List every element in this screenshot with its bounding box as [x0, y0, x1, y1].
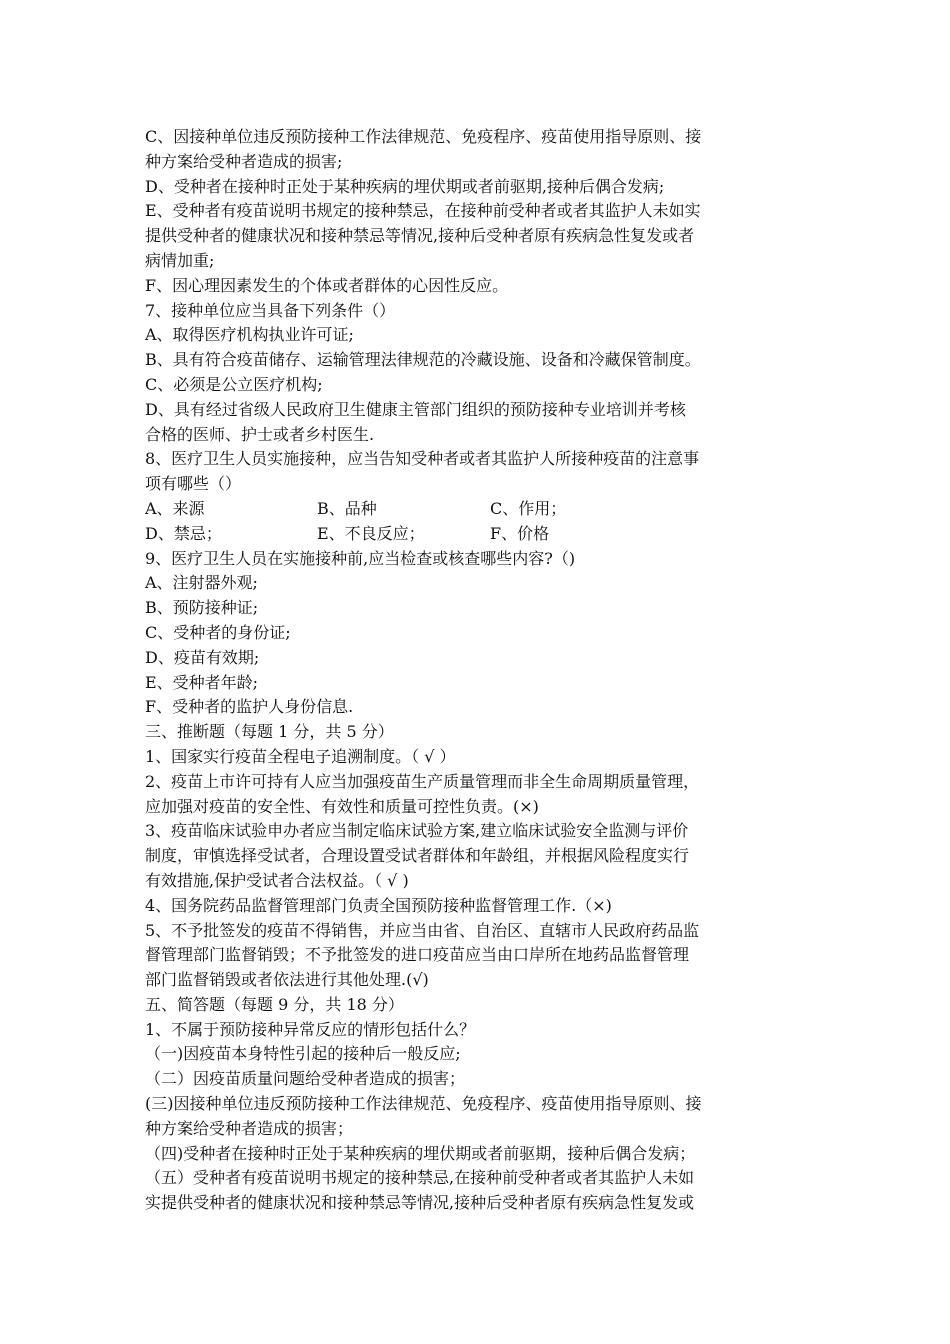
text-line: 实提供受种者的健康状况和接种禁忌等情况,接种后受种者原有疾病急性复发或	[145, 1193, 695, 1213]
options-row-2	[145, 522, 810, 547]
text-line: C、受种者的身份证;	[145, 622, 291, 642]
text-line: 有效措施,保护受试者合法权益。（ √ )	[145, 870, 409, 890]
text-line: 合格的医师、护士或者乡村医生.	[145, 424, 375, 444]
text-line: 1、国家实行疫苗全程电子追溯制度。（ √ ）	[145, 746, 456, 766]
section-heading: 三、推断题（每题 1 分，共 5 分）	[145, 722, 394, 742]
question-7: 7、接种单位应当具备下列条件（）	[145, 300, 396, 320]
option-d: D、禁忌；	[145, 523, 222, 543]
text-line: 种方案给受种者造成的损害;	[145, 151, 343, 171]
option-c: C、作用；	[490, 498, 567, 518]
options-row-1	[145, 497, 810, 522]
option-a: A、来源	[145, 498, 205, 518]
text-line: F、因心理因素发生的个体或者群体的心因性反应。	[145, 275, 509, 295]
text-line: C、因接种单位违反预防接种工作法律规范、免疫程序、疫苗使用指导原则、接	[145, 127, 702, 146]
text-line: A、注射器外观;	[145, 573, 258, 593]
text-line: 病情加重;	[145, 250, 215, 270]
text-line: 督管理部门监督销毁；不予批签发的进口疫苗应当由口岸所在地药品监督管理	[145, 945, 690, 965]
option-e: E、不良反应；	[317, 523, 425, 543]
text-line: B、具有符合疫苗储存、运输管理法律规范的冷藏设施、设备和冷藏保管制度。	[145, 350, 701, 370]
text-line: E、受种者年龄;	[145, 672, 259, 692]
text-line: A、取得医疗机构执业许可证;	[145, 325, 354, 345]
text-line: E、受种者有疫苗说明书规定的接种禁忌，在接种前受种者或者其监护人未如实	[145, 201, 701, 221]
text-line: D、疫苗有效期;	[145, 647, 260, 667]
option-b: B、品种	[317, 498, 377, 518]
text-line: （二）因疫苗质量问题给受种者造成的损害；	[145, 1069, 466, 1089]
text-line: 种方案给受种者造成的损害；	[145, 1118, 354, 1138]
text-line: （四)受种者在接种时正处于某种疾病的埋伏期或者前驱期，接种后偶合发病；	[145, 1143, 696, 1163]
text-line: 应加强对疫苗的安全性、有效性和质量可控性负责。(×)	[145, 796, 539, 816]
text-line: F、受种者的监护人身份信息.	[145, 697, 354, 717]
section-heading: 五、简答题（每题 9 分，共 18 分）	[145, 994, 404, 1014]
text-line: B、预防接种证;	[145, 598, 259, 618]
text-line: 5、不予批签发的疫苗不得销售，并应当由省、自治区、直辖市人民政府药品监	[145, 920, 700, 940]
text-line: （五）受种者有疫苗说明书规定的接种禁忌,在接种前受种者或者其监护人未如	[145, 1168, 695, 1188]
text-line: 3、疫苗临床试验申办者应当制定临床试验方案,建立临床试验安全监测与评价	[145, 821, 689, 841]
text-line: C、必须是公立医疗机构;	[145, 374, 323, 394]
text-line: 2、疫苗上市许可持有人应当加强疫苗生产质量管理而非全生命周期质量管理，	[145, 771, 700, 791]
text-line: 制度，审慎选择受试者，合理设置受试者群体和年龄组，并根据风险程度实行	[145, 846, 690, 866]
text-line: D、具有经过省级人民政府卫生健康主管部门组织的预防接种专业培训并考核	[145, 399, 686, 419]
text-line: 1、不属于预防接种异常反应的情形包括什么？	[145, 1019, 476, 1039]
question-8: 8、医疗卫生人员实施接种，应当告知受种者或者其监护人所接种疫苗的注意事	[145, 449, 700, 469]
text-line: 4、国务院药品监督管理部门负责全国预防接种监督管理工作.（×)	[145, 895, 612, 915]
question-9: 9、医疗卫生人员在实施接种前,应当检查或核查哪些内容?（)	[145, 548, 576, 568]
text-line: D、受种者在接种时正处于某种疾病的埋伏期或者前驱期,接种后偶合发病;	[145, 176, 665, 196]
text-line: 部门监督销毁或者依法进行其他处理.(√)	[145, 970, 429, 990]
option-f: F、价格	[490, 523, 550, 543]
text-line: 提供受种者的健康状况和接种禁忌等情况,接种后受种者原有疾病急性复发或者	[145, 226, 695, 246]
text-line: 项有哪些（）	[145, 474, 242, 494]
text-line: （一)因疫苗本身特性引起的接种后一般反应;	[145, 1044, 461, 1064]
text-line: (三)因接种单位违反预防接种工作法律规范、免疫程序、疫苗使用指导原则、接	[145, 1094, 702, 1114]
document-body	[145, 125, 810, 1216]
